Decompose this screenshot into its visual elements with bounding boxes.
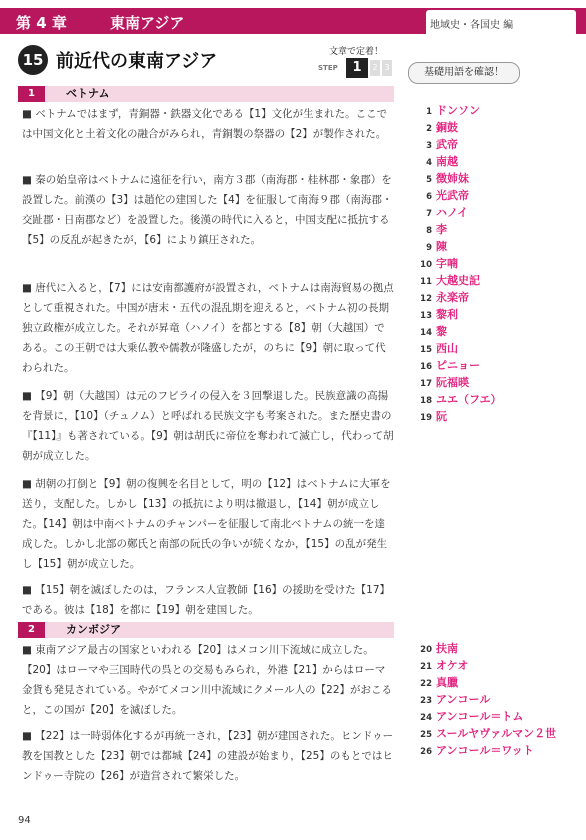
answer-item — [418, 168, 568, 185]
section-name: ベトナム — [66, 87, 110, 100]
step-caption: 文章で定着！ — [328, 47, 383, 57]
answer-number: 5 — [426, 175, 432, 185]
answer-item — [418, 355, 568, 372]
section-name: カンボジア — [66, 623, 121, 636]
step-next-3: 3 — [382, 60, 392, 76]
answer-item — [418, 117, 568, 134]
paragraph-8: ■ 【22】は一時弱体化するが再統一され，【23】朝が建国された。ヒンドゥー教を国教とした【23】朝では都城【24】の建設が始まり，【25】のもとではヒンドゥー寺院の【26】が造営されて繁栄した。 — [22, 730, 394, 782]
chapter-label: 第 4 章 — [16, 14, 67, 32]
answer-number: 17 — [420, 379, 432, 389]
answer-text: アンコール — [436, 693, 491, 706]
answer-text: 扶南 — [436, 642, 458, 655]
paragraph-3: ■ 唐代に入ると，【7】には安南都護府が設置され，ベトナムは南海貿易の拠点として重視された。中国が唐末・五代の混乱期を迎えると，ベトナム初の長期独立政権が成立した。それが昇竜（ハノイ）を都とする【8】朝（大越国）である。この王朝では大乗仏教や儒教が隆盛したが，のちに【9】朝に取って代わられた。 — [22, 282, 394, 374]
answer-item — [418, 236, 568, 253]
answer-text: 黎 — [436, 325, 447, 338]
answer-text: 光武帝 — [436, 189, 469, 202]
answer-item — [418, 270, 568, 287]
chapter-area: 東南アジア — [110, 14, 185, 32]
answer-item — [418, 655, 568, 672]
answer-number: 9 — [426, 243, 432, 253]
answer-number: 25 — [420, 730, 432, 740]
answer-number: 11 — [420, 277, 432, 287]
answer-text: 武帝 — [436, 138, 458, 151]
answer-number: 6 — [426, 192, 432, 202]
answer-item — [418, 672, 568, 689]
answer-item — [418, 406, 568, 423]
answer-item — [418, 723, 568, 740]
page-number: 94 — [18, 815, 31, 826]
paragraph-4: ■ 【9】朝（大越国）は元のフビライの侵入を３回撃退した。民族意識の高揚を背景に，【10】（チュノム）と呼ばれる民族文字も考案された。また歴史書の『【11】』も著されている。【9】朝は胡氏に帝位を奪われて滅亡し，代わって胡朝が成立した。 — [22, 390, 394, 462]
answer-text: 南越 — [436, 155, 458, 168]
answer-number: 20 — [420, 645, 432, 655]
answer-number: 15 — [420, 345, 432, 355]
answer-item — [418, 185, 568, 202]
answer-text: アンコール＝ワット — [436, 744, 534, 757]
answer-item — [418, 287, 568, 304]
answer-item — [418, 253, 568, 270]
section-number: 1 — [18, 86, 45, 102]
section-header-cambodia — [18, 622, 394, 638]
answer-number: 3 — [426, 141, 432, 151]
answer-text: 永楽帝 — [436, 291, 469, 304]
answer-text: オケオ — [436, 659, 469, 672]
answer-number: 1 — [426, 107, 432, 117]
answer-number: 16 — [420, 362, 432, 372]
answer-list-vietnam — [418, 100, 568, 423]
topic-title: 前近代の東南アジア — [56, 51, 218, 72]
section-number: 2 — [18, 622, 45, 638]
answer-text: 李 — [436, 223, 447, 236]
answer-number: 10 — [420, 260, 432, 270]
answer-text: 黎利 — [436, 308, 458, 321]
topic-number: 15 — [18, 45, 48, 75]
step-indicator — [316, 44, 396, 78]
answer-text: ハノイ — [436, 206, 469, 219]
paragraph-7: ■ 東南アジア最古の国家といわれる【20】はメコン川下流域に成立した。【20】はローマや三国時代の呉との交易もみられ，外港【21】からはローマ金貨も発見されている。やがてメコン川中流域にクメール人の【22】がおこると，この国が【20】を滅ぼした。 — [22, 644, 393, 716]
answer-number: 26 — [420, 747, 432, 757]
answer-text: 銅鼓 — [436, 121, 458, 134]
answer-text: ユエ（フエ） — [436, 393, 502, 406]
review-label: 基礎用語を確認！ — [408, 62, 520, 84]
answer-number: 24 — [420, 713, 432, 723]
answer-text: 大越史記 — [436, 274, 480, 287]
step-next-2: 2 — [370, 60, 380, 76]
answer-text: 字喃 — [436, 257, 458, 270]
answer-item — [418, 372, 568, 389]
answer-number: 7 — [426, 209, 432, 219]
answer-number: 14 — [420, 328, 432, 338]
answer-number: 4 — [426, 158, 432, 168]
answer-list-cambodia — [418, 638, 568, 757]
step-label: STEP — [318, 64, 338, 72]
answer-item — [418, 689, 568, 706]
edition-label: 地域史・各国史 編 — [430, 20, 514, 31]
section-header-vietnam — [18, 86, 394, 102]
answer-text: 西山 — [436, 342, 458, 355]
answer-number: 23 — [420, 696, 432, 706]
answer-item — [418, 389, 568, 406]
answer-text: ピニョー — [436, 359, 480, 372]
answer-item — [418, 321, 568, 338]
answer-item — [418, 706, 568, 723]
answer-item — [418, 638, 568, 655]
answer-text: 阮福暎 — [436, 376, 469, 389]
answer-item — [418, 134, 568, 151]
paragraph-2: ■ 秦の始皇帝はベトナムに遠征を行い，南方３郡（南海郡・桂林郡・象郡）を設置した。前漢の【3】は趙佗の建国した【4】を征服して南海９郡（南海郡・交趾郡・日南郡など）を設置した。後漢の時代に入ると，中国支配に抵抗する【5】の反乱が起きたが，【6】により鎮圧された。 — [22, 174, 393, 246]
answer-number: 22 — [420, 679, 432, 689]
answer-item — [418, 304, 568, 321]
answer-item — [418, 338, 568, 355]
answer-item — [418, 151, 568, 168]
paragraph-1: ■ ベトナムではまず，青銅器・鉄器文化である【1】文化が生まれた。ここでは中国文化と土着文化の融合がみられ，青銅製の祭器の【2】が製作された。 — [22, 108, 388, 140]
answer-text: 陳 — [436, 240, 447, 253]
step-current: 1 — [346, 58, 368, 78]
answer-number: 8 — [426, 226, 432, 236]
answer-item — [418, 219, 568, 236]
answer-text: 阮 — [436, 410, 447, 423]
answer-number: 13 — [420, 311, 432, 321]
answer-text: 真臘 — [436, 676, 458, 689]
paragraph-6: ■ 【15】朝を滅ぼしたのは，フランス人宣教師【16】の援助を受けた【17】である。彼は【18】を都に【19】朝を建国した。 — [22, 584, 391, 616]
answer-number: 12 — [420, 294, 432, 304]
answer-number: 18 — [420, 396, 432, 406]
answer-item — [418, 100, 568, 117]
answer-number: 19 — [420, 413, 432, 423]
answer-item — [418, 202, 568, 219]
answer-text: 徴姉妹 — [436, 172, 469, 185]
answer-text: ドンソン — [436, 104, 480, 117]
answer-text: スールヤヴァルマン２世 — [436, 727, 557, 740]
answer-number: 2 — [426, 124, 432, 134]
answer-item — [418, 740, 568, 757]
answer-number: 21 — [420, 662, 432, 672]
paragraph-5: ■ 胡朝の打倒と【9】朝の復興を名目として，明の【12】はベトナムに大軍を送り，支配した。しかし【13】の抵抗により明は撤退し，【14】朝が成立した。【14】朝は中南ベトナムのチャンパーを征服して南北ベトナムの統一を達成した。しかし北部の鄭氏と南部の阮氏の争いが続くなか，【15】の乱が発生し【15】朝が成立した。 — [22, 478, 391, 570]
chapter-header — [0, 0, 586, 34]
answer-text: アンコール＝トム — [436, 710, 524, 723]
